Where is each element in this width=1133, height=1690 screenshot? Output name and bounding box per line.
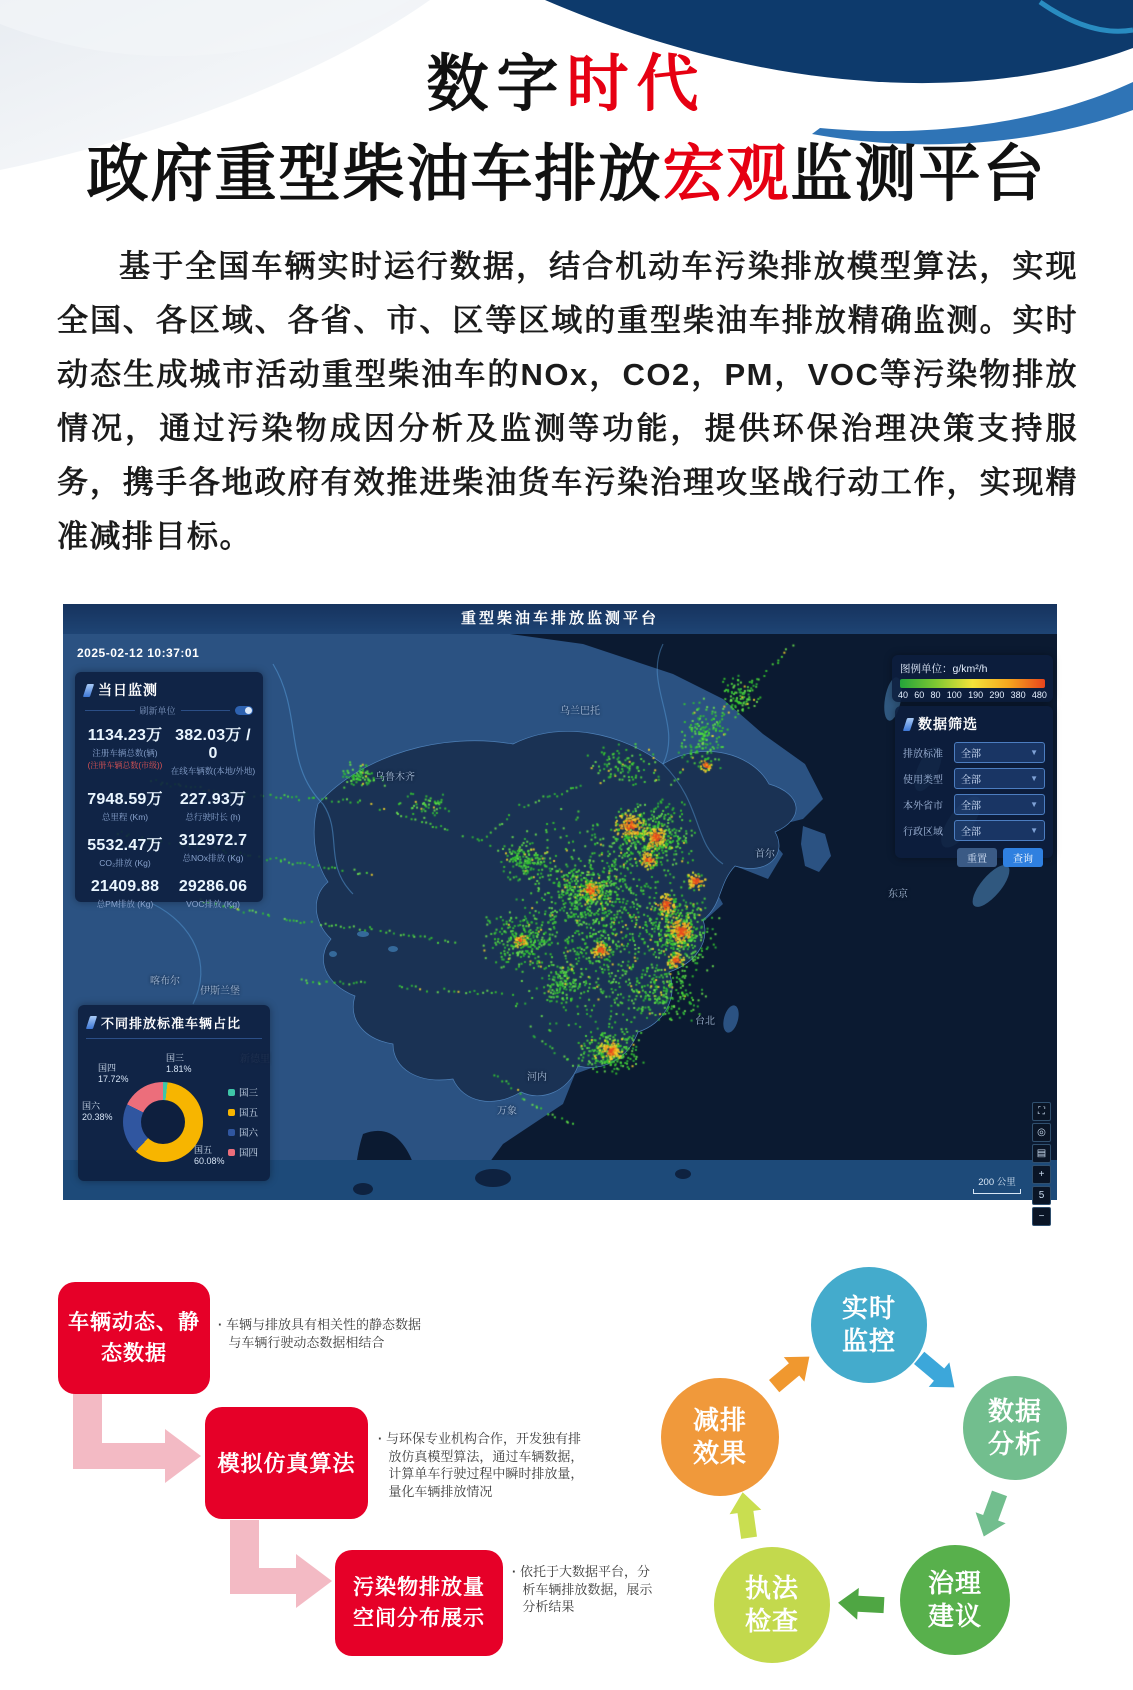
pie-callout	[194, 1145, 225, 1167]
filter-row	[903, 794, 1045, 815]
filter-label: 排放标准	[903, 749, 943, 760]
pie-legend	[228, 1085, 258, 1159]
monitor-stats-grid	[75, 719, 263, 913]
monitor-stat	[169, 722, 257, 777]
colorbar-tick: 60	[914, 690, 925, 700]
cycle-circle-4	[714, 1547, 830, 1663]
fullscreen-icon[interactable]: ⛶	[1032, 1102, 1051, 1121]
pie-header	[78, 1005, 270, 1035]
filter-header	[895, 706, 1053, 737]
stat-label: CO₂排放 (Kg)	[99, 858, 151, 868]
filter-row	[903, 768, 1045, 789]
pie-callout	[166, 1053, 192, 1075]
legend-dot-icon	[228, 1089, 235, 1096]
filter-row	[903, 742, 1045, 763]
title1-black: 数字	[426, 50, 567, 119]
pie-callout	[98, 1063, 129, 1085]
flow-box-spatial-distribution	[335, 1550, 503, 1656]
stat-value: 7948.59万	[87, 791, 163, 808]
intro-paragraph: 基于全国车辆实时运行数据，结合机动车污染排放模型算法，实现全国、各区域、各省、市、区等区域的重型柴油车排放精确监测。实时动态生成城市活动重型柴油车的NOx，CO2，PM，VOC等污染物排放情况，通过污染物成因分析及监测等功能，提供环保治理决策支持服务，携手各地政府有效推进柴油货车污染治理攻坚战行动工作，实现精准减排目标。	[57, 249, 1078, 554]
chevron-down-icon: ▼	[1030, 748, 1038, 757]
colorbar-tick: 380	[1010, 690, 1026, 700]
legend-dot-icon	[228, 1149, 235, 1156]
cycle-circle-3	[900, 1545, 1010, 1655]
colorbar-tick: 190	[968, 690, 984, 700]
zoom-level-indicator: 5	[1032, 1186, 1051, 1205]
panel-accent-icon	[86, 1016, 97, 1029]
legend-label: 国五	[239, 1108, 259, 1119]
locate-icon[interactable]: ◎	[1032, 1123, 1051, 1142]
filter-select[interactable]	[954, 820, 1045, 841]
cycle-circle-label: 治理建议	[927, 1568, 982, 1631]
emission-standard-pie-panel	[78, 1005, 270, 1181]
map-controls	[1032, 1102, 1051, 1226]
colorbar-gradient	[900, 679, 1045, 688]
monitor-stat	[169, 832, 257, 869]
stat-sublabel: (注册车辆总数(市级))	[87, 761, 163, 770]
stat-value: 5532.47万	[87, 837, 163, 854]
map-scale	[973, 1174, 1021, 1194]
cycle-circle-label: 实时监控	[841, 1293, 896, 1356]
colorbar-tick: 80	[930, 690, 941, 700]
map-city-label: 东京	[888, 889, 908, 900]
stat-value: 227.93万	[179, 791, 247, 808]
filter-select[interactable]	[954, 768, 1045, 789]
colorbar-tick: 290	[989, 690, 1005, 700]
stat-value: 312972.7	[178, 832, 248, 849]
monitor-stat	[81, 878, 169, 910]
chevron-down-icon: ▼	[1030, 774, 1038, 783]
stat-label: 注册车辆总数(辆)	[92, 748, 158, 758]
chevron-down-icon: ▼	[1030, 800, 1038, 809]
poster-title-line2	[0, 124, 1133, 213]
legend-label: 国六	[239, 1128, 259, 1139]
zoom-in-button[interactable]: +	[1032, 1165, 1051, 1184]
filter-select[interactable]	[954, 742, 1045, 763]
emission-standard-donut-chart[interactable]	[123, 1082, 203, 1162]
cycle-circle-label: 减排效果	[692, 1405, 747, 1468]
filter-select[interactable]	[954, 794, 1045, 815]
flow-box-2-note: · 与环保专业机构合作，开发独有排放仿真模型算法，通过车辆数据，计算单车行驶过程中瞬时排放量，量化车辆排放情况	[378, 1430, 584, 1500]
filter-title: 数据筛选	[918, 716, 978, 732]
title2-a: 政府重型柴油车排放	[86, 140, 663, 209]
stat-label: 总NOx排放 (Kg)	[182, 853, 244, 863]
flow-box-1-note: · 车辆与排放具有相关性的静态数据与车辆行驶动态数据相结合	[218, 1316, 426, 1351]
cycle-circle-2	[963, 1376, 1067, 1480]
monitor-stat	[169, 878, 257, 910]
monitor-stat	[81, 832, 169, 869]
pie-callout-label: 国三	[166, 1053, 185, 1063]
title2-b: 监测平台	[790, 140, 1047, 209]
stat-value: 29286.06	[178, 878, 248, 895]
flow-box-2-title: 模拟仿真算法	[217, 1450, 356, 1476]
flow-box-simulation-algorithm	[205, 1407, 368, 1519]
filter-rows	[895, 742, 1053, 841]
cycle-circle-label: 执法检查	[744, 1573, 799, 1636]
stat-value: 21409.88	[90, 878, 160, 895]
monitor-divider	[85, 704, 253, 717]
legend-dot-icon	[228, 1129, 235, 1136]
map-city-label: 万象	[497, 1106, 517, 1117]
title2-red: 宏观	[662, 140, 791, 209]
query-button[interactable]: 查询	[1003, 848, 1043, 867]
map-city-label: 喀布尔	[150, 976, 180, 987]
zoom-out-button[interactable]: −	[1032, 1207, 1051, 1226]
map-city-label: 台北	[695, 1016, 715, 1027]
daily-monitor-header	[75, 672, 263, 703]
data-filter-panel	[895, 706, 1053, 865]
cycle-arrow-yellowgreen	[727, 1490, 765, 1540]
flow-box-1-title: 车辆动态、静态数据	[68, 1311, 200, 1365]
pie-callout-value: 1.81%	[166, 1064, 192, 1074]
dashboard-timestamp: 2025-02-12 10:37:01	[77, 646, 200, 660]
monitor-stat	[169, 786, 257, 823]
pie-legend-item[interactable]	[228, 1105, 258, 1119]
pie-legend-item[interactable]	[228, 1145, 258, 1159]
flow-box-3-note: · 依托于大数据平台，分析车辆排放数据，展示分析结果	[512, 1563, 654, 1616]
cycle-circle-5	[661, 1378, 779, 1496]
pie-callout-value: 17.72%	[98, 1074, 129, 1084]
map-city-label: 伊斯兰堡	[200, 986, 240, 997]
flow-box-vehicle-data	[58, 1282, 210, 1394]
flow-box-3-title: 污染物排放量空间分布展示	[353, 1576, 485, 1630]
monitor-stat	[81, 786, 169, 823]
chevron-down-icon: ▼	[1030, 826, 1038, 835]
cycle-circle-label: 数据分析	[987, 1396, 1042, 1459]
panel-accent-icon	[903, 718, 914, 731]
layers-icon[interactable]: ▤	[1032, 1144, 1051, 1163]
pie-legend-item[interactable]	[228, 1085, 258, 1099]
scale-label: 200 公里	[978, 1177, 1016, 1188]
daily-monitor-panel	[75, 672, 263, 909]
stat-value: 1134.23万	[87, 727, 163, 744]
colorbar-unit-label: 图例单位：g/km²/h	[900, 663, 988, 675]
emission-colorbar-panel	[892, 655, 1053, 702]
pie-callout-label: 国六	[82, 1101, 101, 1111]
stat-label: 总行驶时长 (h)	[185, 812, 241, 822]
pie-callout-label: 国四	[98, 1063, 117, 1073]
cycle-arrow-green	[969, 1488, 1015, 1542]
dashboard-title-bar: 重型柴油车排放监测平台	[63, 604, 1057, 634]
pie-legend-item[interactable]	[228, 1125, 258, 1139]
pink-step-arrow-1	[73, 1393, 201, 1483]
map-city-label: 乌兰巴托	[560, 706, 600, 717]
map-city-label: 河内	[527, 1072, 547, 1083]
stat-label: 总里程 (Km)	[101, 812, 149, 822]
stat-label: 总PM排放 (Kg)	[96, 899, 154, 909]
pie-callout-label: 国五	[194, 1145, 213, 1155]
filter-value: 全部	[961, 801, 981, 812]
scale-bar	[973, 1189, 1021, 1194]
stat-label: 在线车辆数(本地/外地)	[170, 766, 256, 776]
filter-buttons	[905, 848, 1043, 867]
legend-label: 国三	[239, 1088, 259, 1099]
stat-value: 382.03万 / 0	[175, 727, 251, 762]
reset-button[interactable]: 重置	[957, 848, 997, 867]
stat-label: VOC排放 (Kg)	[186, 899, 240, 909]
legend-dot-icon	[228, 1109, 235, 1116]
pie-divider	[86, 1038, 262, 1039]
colorbar-tick: 100	[946, 690, 962, 700]
map-city-label: 乌鲁木齐	[375, 772, 415, 783]
monitor-divider-label: 刷新单位	[139, 706, 176, 716]
filter-label: 本外省市	[903, 801, 943, 812]
filter-label: 行政区域	[903, 827, 943, 838]
pie-callout-value: 20.38%	[82, 1112, 113, 1122]
pie-callout-value: 60.08%	[194, 1156, 225, 1166]
cycle-arrow-darkgreen	[837, 1587, 885, 1621]
filter-label: 使用类型	[903, 775, 943, 786]
daily-monitor-title: 当日监测	[98, 682, 158, 698]
colorbar-tick: 480	[1031, 690, 1047, 700]
monitor-stat	[81, 722, 169, 777]
pink-step-arrow-2	[230, 1520, 332, 1608]
monitoring-platform-map[interactable]	[63, 604, 1057, 1222]
filter-row	[903, 820, 1045, 841]
auto-refresh-toggle[interactable]	[235, 706, 253, 715]
pie-callout	[82, 1101, 113, 1123]
filter-value: 全部	[961, 775, 981, 786]
filter-value: 全部	[961, 749, 981, 760]
colorbar-ticks	[898, 690, 1047, 700]
legend-label: 国四	[239, 1148, 259, 1159]
cycle-circle-1	[811, 1267, 927, 1383]
title1-red: 时代	[566, 50, 707, 119]
pie-title: 不同排放标准车辆占比	[101, 1016, 242, 1031]
filter-value: 全部	[961, 827, 981, 838]
poster-title-line1	[0, 34, 1133, 123]
map-city-label: 首尔	[755, 849, 775, 860]
cycle-arrow-orange	[764, 1344, 820, 1398]
colorbar-tick: 40	[898, 690, 909, 700]
panel-accent-icon	[83, 684, 94, 697]
